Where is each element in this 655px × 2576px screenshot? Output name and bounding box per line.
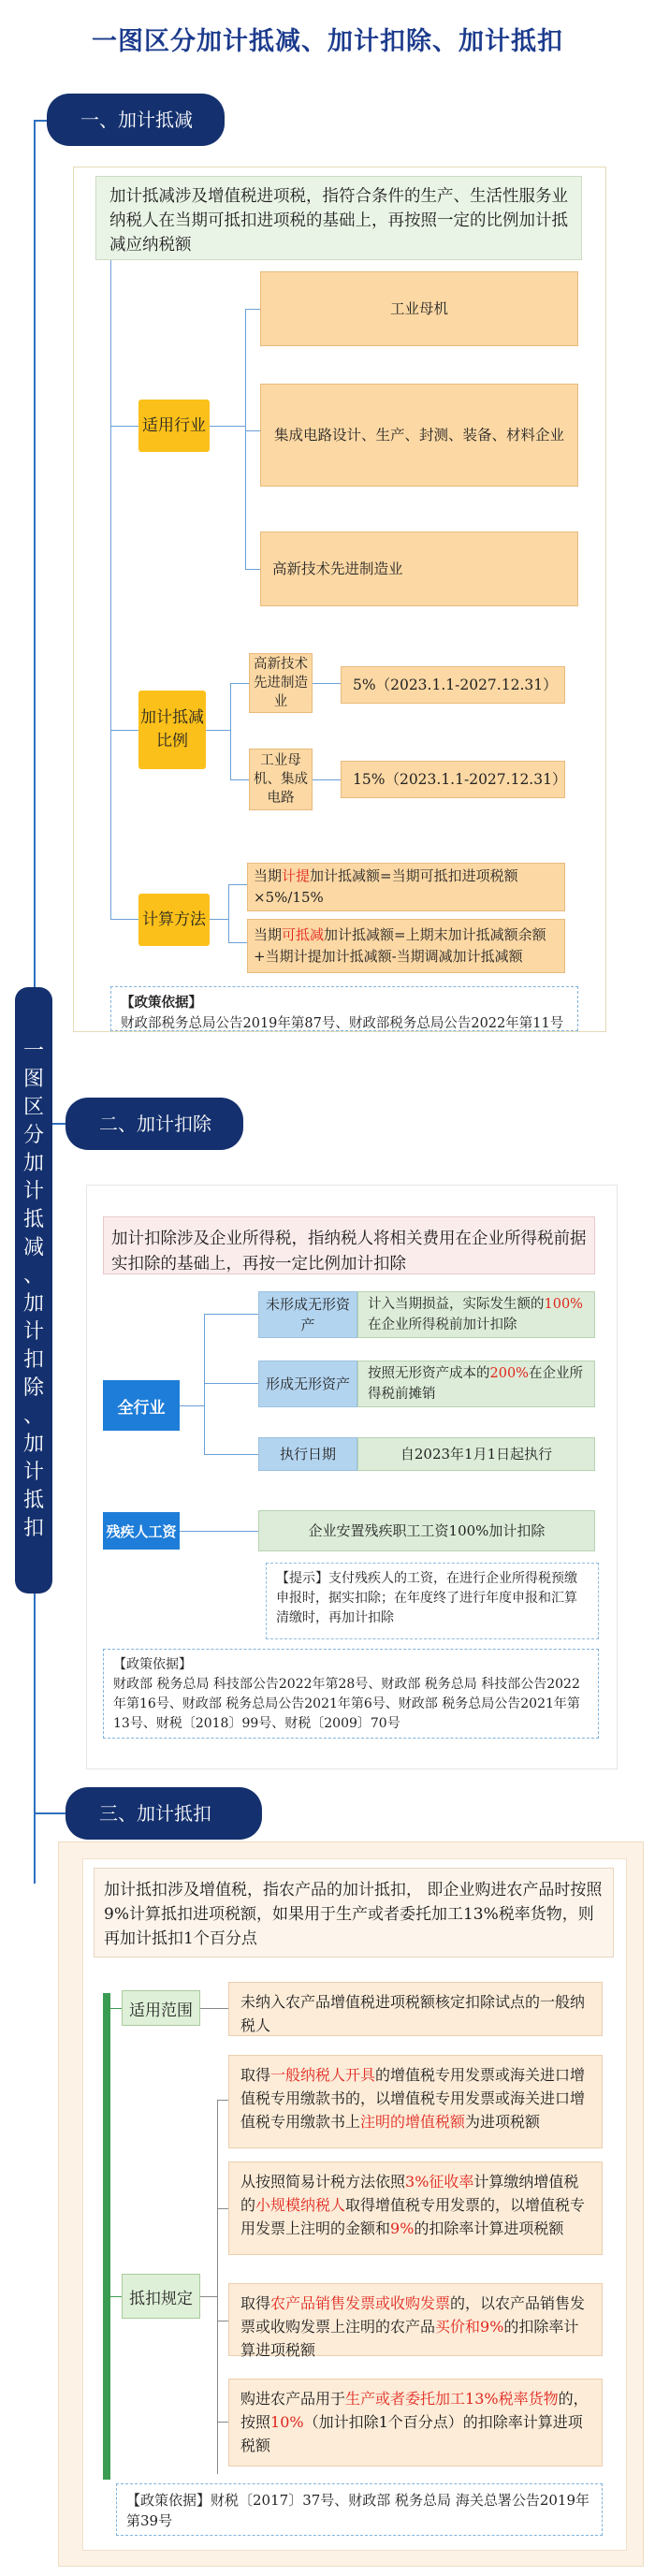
disabled-wage-tip: 【提示】支付残疾人的工资，在进行企业所得税预缴申报时，据实扣除；在年度终了进行年度申报和汇算清缴时，再加计扣除 (266, 1563, 599, 1639)
ratio-ic-value: 15%（2023.1.1-2027.12.31） (341, 761, 565, 798)
effective-date-label: 执行日期 (258, 1437, 357, 1471)
rule-general-taxpayer: 取得一般纳税人开具的增值税专用发票或海关进口增值税专用缴款书的，以增值税专用发票或海关进口增值税专用缴款书上注明的增值税额为进项税额 (228, 2055, 603, 2148)
intangible-formed-desc: 按照无形资产成本的200%在企业所得税前摊销 (357, 1361, 595, 1407)
rule-13-percent-goods: 购进农产品用于生产或者委托加工13%税率货物的，按照10%（加计扣除1个百分点）的扣除率计算进项税额 (228, 2379, 603, 2467)
calc-label: 计算方法 (138, 894, 210, 946)
section3-policy: 【政策依据】财税〔2017〕37号、财政部 税务总局 海关总署公告2019年第39号 (116, 2483, 603, 2536)
disabled-wage-desc: 企业安置残疾职工工资100%加计扣除 (258, 1510, 595, 1551)
intangible-unformed-label: 未形成无形资产 (258, 1291, 357, 1338)
industry-machine-tools: 工业母机 (260, 271, 578, 346)
industry-ic: 集成电路设计、生产、封测、装备、材料企业 (260, 384, 578, 487)
scope-label: 适用范围 (122, 1990, 200, 2026)
section2-intro: 加计扣除涉及企业所得税，指纳税人将相关费用在企业所得税前据实扣除的基础上，再按一定比例加计扣除 (103, 1216, 595, 1274)
rule-purchase-invoice: 取得农产品销售发票或收购发票的，以农产品销售发票或收购发票上注明的农产品买价和9%的扣除率计算进项税额 (228, 2283, 603, 2356)
calc-accrued: 当期计提加计抵减额=当期可抵扣进项税额×5%/15% (247, 863, 565, 911)
section1-intro: 加计抵减涉及增值税进项税，指符合条件的生产、生活性服务业纳税人在当期可抵扣进项税的基础上，再按照一定的比例加计抵减应纳税额 (95, 176, 582, 260)
rule-small-scale: 从按照简易计税方法依照3%征收率计算缴纳增值税的小规模纳税人取得增值税专用发票的，以增值税专用发票上注明的金额和9%的扣除率计算进项税额 (228, 2161, 603, 2255)
section-heading-deduction-offset: 一、加计抵减 (47, 94, 225, 146)
ratio-hightech-value: 5%（2023.1.1-2027.12.31） (341, 666, 565, 704)
industry-hightech: 高新技术先进制造业 (260, 531, 578, 606)
disabled-wage-label: 残疾人工资 (103, 1512, 180, 1550)
section1-policy: 【政策依据】 财政部税务总局公告2019年第87号、财政部税务总局公告2022年第11号 (110, 986, 578, 1031)
industry-label: 适用行业 (138, 400, 210, 452)
intangible-unformed-desc: 计入当期损益，实际发生额的100%在企业所得税前加计扣除 (357, 1291, 595, 1338)
ratio-label: 加计抵减比例 (138, 691, 206, 769)
section-heading-super-deduction: 二、加计扣除 (66, 1098, 243, 1150)
section-heading-additional-credit: 三、加计抵扣 (66, 1787, 262, 1840)
scope-desc: 未纳入农产品增值税进项税额核定扣除试点的一般纳税人 (228, 1982, 603, 2036)
ratio-ic-label: 工业母机、集成电路 (249, 749, 313, 810)
section2-policy: 【政策依据】 财政部 税务总局 科技部公告2022年第28号、财政部 税务总局 科技部公告2022年第16号、财政部 税务总局公告2021年第6号、财政部 税务总局公告2021年第13号、财税〔2018〕99号、财税〔2009〕70号 (103, 1649, 599, 1739)
intangible-formed-label: 形成无形资产 (258, 1361, 357, 1407)
vertical-title: 一 图 区 分 加 计 抵 减 、 加 计 扣 除 、 加 计 抵 扣 (15, 987, 52, 1594)
calc-deductible: 当期可抵减加计抵减额=上期末加计抵减额余额+当期计提加计抵减额-当期调减加计抵减额 (247, 919, 565, 973)
rule-label: 抵扣规定 (122, 2274, 200, 2319)
ratio-hightech-label: 高新技术先进制造业 (249, 653, 313, 713)
section3-intro: 加计抵扣涉及增值税，指农产品的加计抵扣， 即企业购进农产品时按照9%计算抵扣进项税额，如果用于生产或者委托加工13%税率货物，则再加计抵扣1个百分点 (94, 1868, 614, 1957)
effective-date-value: 自2023年1月1日起执行 (357, 1437, 595, 1471)
all-industry-label: 全行业 (103, 1380, 180, 1431)
page-title: 一图区分加计抵减、加计扣除、加计抵扣 (92, 27, 563, 56)
